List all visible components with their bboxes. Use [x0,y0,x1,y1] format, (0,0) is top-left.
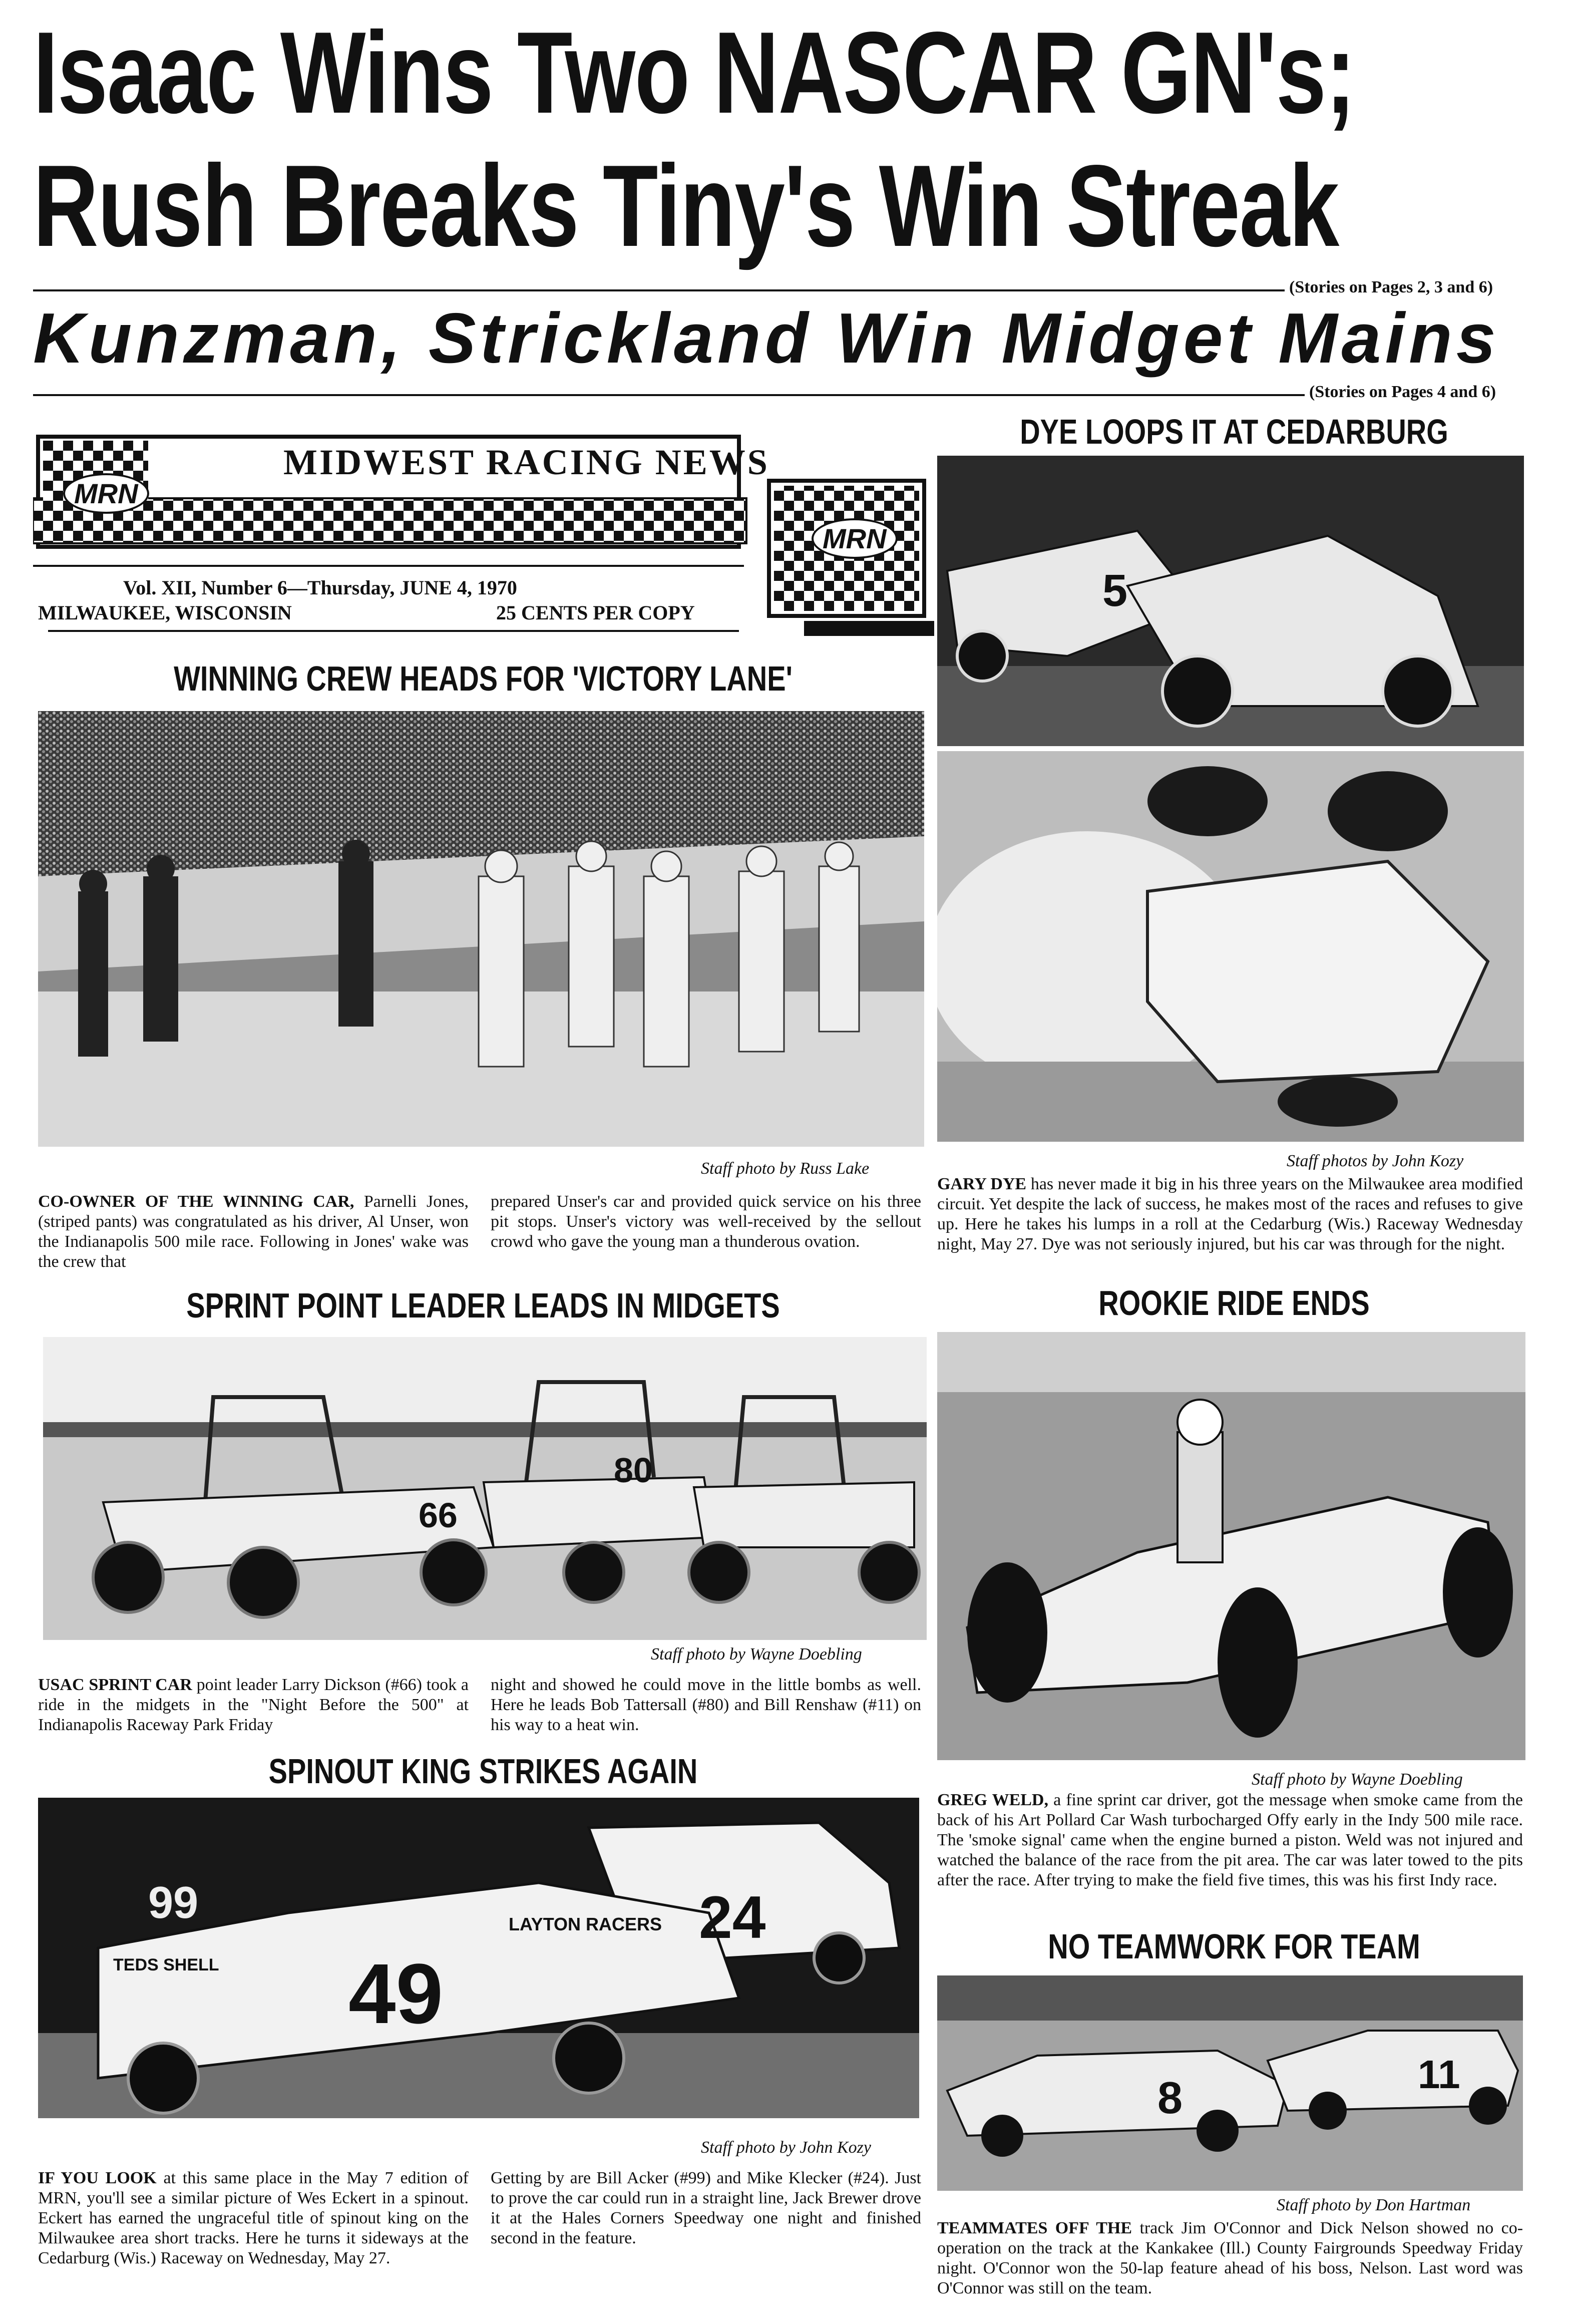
sprint-photo [43,1337,927,1640]
sprint-caption-col1 [38,1675,469,1735]
crew-caption-text-2: prepared Unser's car and provided quick service on his three pit stops. Unser's victory was well-received by the sellout crowd who gave the young man a thunderous ovation. [491,1192,921,1251]
team-caption-lead: TEAMMATES OFF THE [937,2219,1132,2237]
dye-photo-top [937,456,1524,746]
spinout-teds: TEDS SHELL [113,1955,219,1974]
team-caption-text: track Jim O'Connor and Dick Nelson showed no co-operation on the track at the Kankakee (Ill.) County Fairgrounds Speedway Friday night. O'Connor won the 50-lap feature ahead of his boss, Nelson. Last word was O'Connor was still on the team. [937,2219,1523,2297]
dye-credit: Staff photos by John Kozy [1287,1152,1464,1170]
sprint-credit: Staff photo by Wayne Doebling [651,1645,862,1664]
spinout-caption-col2 [491,2168,921,2248]
rookie-photo [937,1332,1525,1760]
team-headline: NO TEAMWORK FOR TEAM [1048,1927,1420,1966]
spinout-caption-text-2: Getting by are Bill Acker (#99) and Mike Klecker (#24). Just to prove the car could run in a straight line, Jack Brewer drove it at the Hales Corners Speedway one night and finished second in the feature. [491,2169,921,2247]
see-pages-2: (Stories on Pages 4 and 6) [1309,383,1496,401]
spinout-sponsor: LAYTON RACERS [509,1914,662,1934]
masthead-title: MIDWEST RACING NEWS [283,442,769,482]
spinout-car-99: 99 [148,1878,199,1928]
team-car-8: 8 [1157,2073,1183,2123]
masthead-price: 25 CENTS PER COPY [496,601,695,624]
spinout-car-24: 24 [699,1884,766,1951]
rookie-headline: ROOKIE RIDE ENDS [1098,1283,1370,1322]
rookie-caption [937,1790,1523,1890]
dye-headline: DYE LOOPS IT AT CEDARBURG [1020,412,1448,451]
subhead: Kunzman, Strickland Win Midget Mains [33,298,1500,378]
masthead [33,431,934,641]
crew-credit: Staff photo by Russ Lake [701,1159,870,1178]
spinout-photo [38,1798,919,2118]
dye-caption [937,1174,1523,1254]
rookie-caption-lead: GREG WELD, [937,1791,1048,1809]
rookie-credit: Staff photo by Wayne Doebling [1252,1770,1463,1789]
team-caption [937,2218,1523,2298]
headline-rule-2 [33,394,1305,396]
mrn-logo-right: MRN [812,518,898,559]
mrn-logo-left: MRN [63,473,149,514]
headline-line-1: Isaac Wins Two NASCAR GN's; [33,8,1355,138]
sprint-car-80: 80 [614,1451,653,1490]
spinout-headline: SPINOUT KING STRIKES AGAIN [268,1752,698,1791]
sprint-headline: SPRINT POINT LEADER LEADS IN MIDGETS [186,1286,780,1325]
sprint-caption-lead: USAC SPRINT CAR [38,1676,192,1694]
team-car-11: 11 [1418,2052,1460,2097]
dye-caption-lead: GARY DYE [937,1175,1027,1193]
spinout-car-49: 49 [348,1946,444,2042]
spinout-caption-lead: IF YOU LOOK [38,2169,157,2187]
spinout-caption-col1 [38,2168,469,2268]
dye-photo-bottom [937,751,1524,1142]
team-photo [937,1975,1523,2191]
spinout-caption-text-1: at this same place in the May 7 edition of MRN, you'll see a similar picture of Wes Eckert in a spinout. Eckert has earned the ungraceful title of spinout king on the Milwaukee area short tracks. Here he turns it sideways at the Cedarburg (Wis.) Raceway on Wednesday, May 27. [38,2169,469,2267]
crew-headline: WINNING CREW HEADS FOR 'VICTORY LANE' [174,659,793,698]
rookie-caption-text: a fine sprint car driver, got the message when smoke came from the back of his Art Pollard Car Wash turbocharged Offy early in the Indy 500 mile race. The 'smoke signal' came when the engine burned a piston. Weld was not injured and watched the balance of the race from the pit area. The car was later towed to the pits after the race. After trying to make the field five times, this was his first Indy race. [937,1791,1523,1889]
headline-rule-1 [33,289,1285,291]
crew-caption-col1 [38,1192,469,1272]
dye-car-number: 5 [1102,566,1128,616]
sprint-caption-text-2: night and showed he could move in the little bombs as well. Here he leads Bob Tattersall (#80) and Bill Renshaw (#11) on his way to a heat win. [491,1676,921,1734]
masthead-place: MILWAUKEE, WISCONSIN [38,601,292,624]
team-credit: Staff photo by Don Hartman [1277,2196,1471,2214]
masthead-volume: Vol. XII, Number 6—Thursday, JUNE 4, 1970 [123,576,517,599]
crew-caption-col2 [491,1192,921,1252]
crew-caption-text-1: Parnelli Jones, (striped pants) was congratulated as his driver, Al Unser, won the Indianapolis 500 mile race. Following in Jones' wake was the crew that [38,1192,469,1271]
see-pages-1: (Stories on Pages 2, 3 and 6) [1289,278,1493,296]
crew-photo [38,711,924,1147]
crew-caption-lead: CO-OWNER OF THE WINNING CAR, [38,1192,354,1211]
spinout-credit: Staff photo by John Kozy [701,2138,871,2157]
sprint-caption-col2 [491,1675,921,1735]
sprint-caption-text-1: point leader Larry Dickson (#66) took a ride in the midgets in the "Night Before the 500" at Indianapolis Raceway Park Friday [38,1676,469,1734]
dye-caption-text: has never made it big in his three years on the Milwaukee area modified circuit. Yet despite the lack of success, he makes most of the races and refuses to give up. Here he takes his lumps in a roll at the Cedarburg (Wis.) Raceway Wednesday night, May 27. Dye was not seriously injured, but his car was through for the night. [937,1175,1523,1253]
sprint-car-66: 66 [419,1496,458,1535]
headline-line-2: Rush Breaks Tiny's Win Streak [33,141,1339,271]
